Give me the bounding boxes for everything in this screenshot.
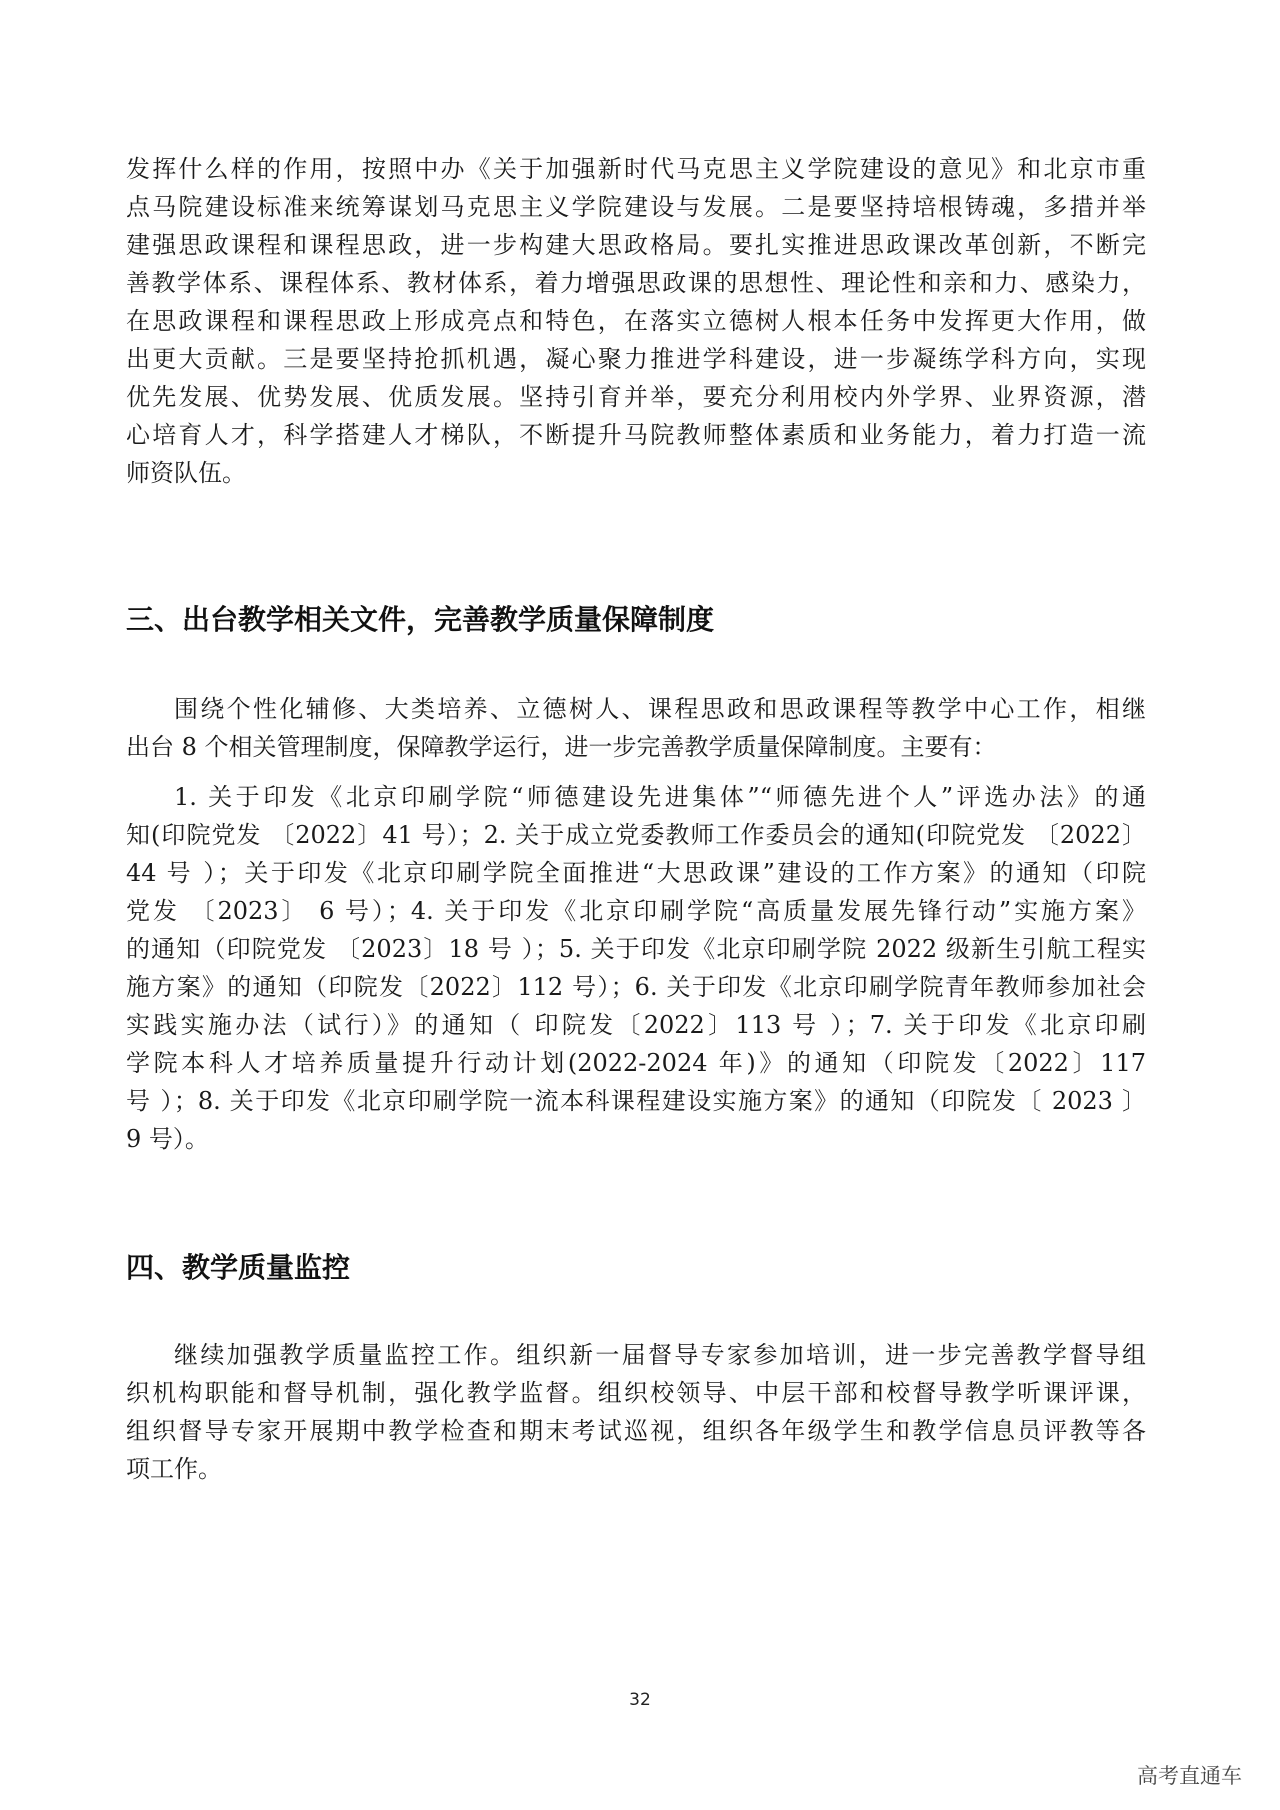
text-line: 在思政课程和课程思政上形成亮点和特色，在落实立德树人根本任务中发挥更大作用，做	[126, 307, 1146, 335]
text-line: 围绕个性化辅修、大类培养、立德树人、课程思政和思政课程等教学中心工作，相继	[174, 695, 1146, 723]
watermark-text: 高考直通车	[1137, 1764, 1242, 1788]
text-line: 的通知（印院党发 〔2023〕18 号 ）；5. 关于印发《北京印刷学院 2022 级新生引航工程实	[126, 935, 1146, 963]
text-line: 知(印院党发 〔2022〕41 号）；2. 关于成立党委教师工作委员会的通知(印院党发 〔2022〕	[126, 821, 1146, 849]
text-line: 学院本科人才培养质量提升行动计划(2022-2024 年)》的通知（印院发〔2022〕117	[126, 1049, 1146, 1077]
text-line: 9 号）。	[126, 1125, 209, 1153]
paragraph-document-list	[126, 778, 1146, 1158]
text-line: 心培育人才，科学搭建人才梯队，不断提升马院教师整体素质和业务能力，着力打造一流	[126, 421, 1146, 449]
text-line: 实践实施办法（试行）》的通知（ 印院发〔2022〕113 号 ）；7. 关于印发《北京印刷	[126, 1011, 1146, 1039]
text-line: 1. 关于印发《北京印刷学院“师德建设先进集体”“师德先进个人”评选办法》的通	[174, 783, 1146, 811]
text-line: 优先发展、优势发展、优质发展。坚持引育并举，要充分利用校内外学界、业界资源，潜	[126, 383, 1146, 411]
text-line: 继续加强教学质量监控工作。组织新一届督导专家参加培训，进一步完善教学督导组	[174, 1341, 1146, 1369]
text-line: 施方案》的通知（印院发〔2022〕112 号）；6. 关于印发《北京印刷学院青年教师参加社会	[126, 973, 1146, 1001]
text-line: 发挥什么样的作用，按照中办《关于加强新时代马克思主义学院建设的意见》和北京市重	[126, 155, 1146, 183]
paragraph-quality-monitoring	[126, 1336, 1146, 1488]
text-line: 44 号 ）；关于印发《北京印刷学院全面推进“大思政课”建设的工作方案》的通知（印院	[126, 859, 1146, 887]
section-heading-3: 三、出台教学相关文件，完善教学质量保障制度	[126, 603, 715, 636]
paragraph-marxism-college	[126, 150, 1146, 492]
text-line: 号 ）；8. 关于印发《北京印刷学院一流本科课程建设实施方案》的通知（印院发〔 2023 〕	[126, 1087, 1146, 1115]
text-line: 党发 〔2023〕 6 号）；4. 关于印发《北京印刷学院“高质量发展先锋行动”实施方案》	[126, 897, 1146, 925]
text-line: 组织督导专家开展期中教学检查和期末考试巡视，组织各年级学生和教学信息员评教等各	[126, 1417, 1146, 1445]
text-line: 出更大贡献。三是要坚持抢抓机遇，凝心聚力推进学科建设，进一步凝练学科方向，实现	[126, 345, 1146, 373]
text-line: 点马院建设标准来统筹谋划马克思主义学院建设与发展。二是要坚持培根铸魂，多措并举	[126, 193, 1146, 221]
text-line: 项工作。	[126, 1455, 222, 1483]
text-line: 善教学体系、课程体系、教材体系，着力增强思政课的思想性、理论性和亲和力、感染力，	[126, 269, 1146, 297]
text-line: 出台 8 个相关管理制度，保障教学运行，进一步完善教学质量保障制度。主要有：	[126, 733, 997, 761]
text-line: 织机构职能和督导机制，强化教学监督。组织校领导、中层干部和校督导教学听课评课，	[126, 1379, 1146, 1407]
page-number: 32	[629, 1690, 651, 1710]
section-heading-4: 四、教学质量监控	[126, 1251, 351, 1284]
paragraph-documents-intro	[126, 690, 1146, 766]
text-line: 建强思政课程和课程思政，进一步构建大思政格局。要扎实推进思政课改革创新，不断完	[126, 231, 1146, 259]
text-line: 师资队伍。	[126, 459, 246, 487]
